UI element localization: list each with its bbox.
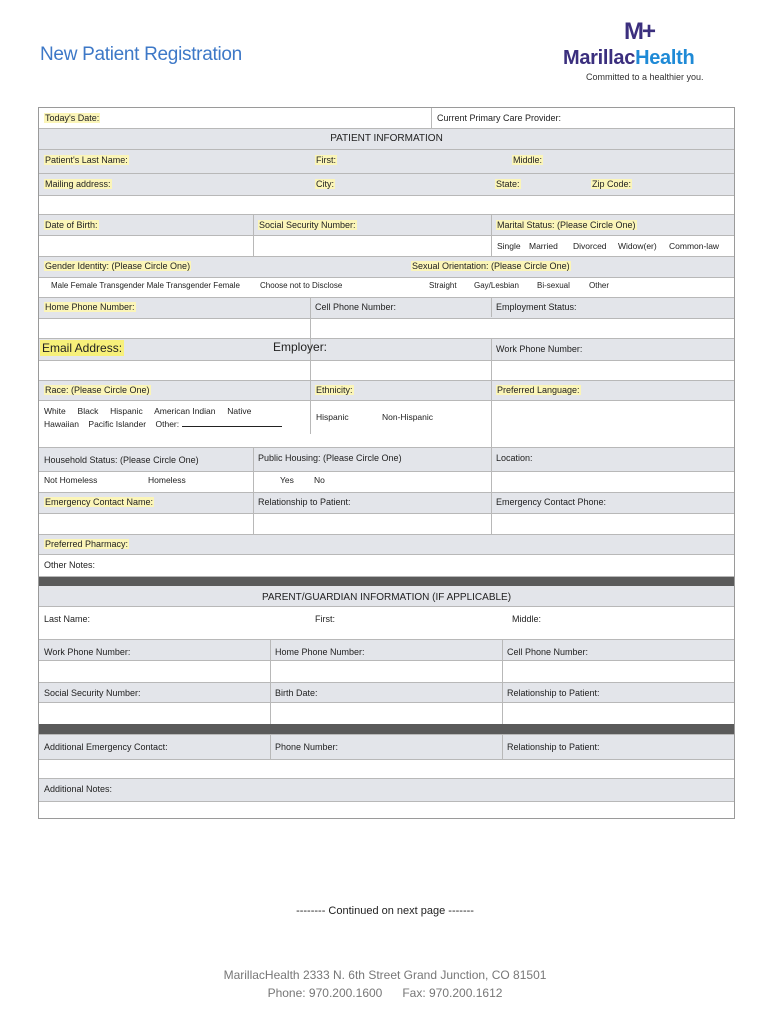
cell-phone-label: Cell Phone Number: <box>315 302 397 312</box>
household-option-not-homeless[interactable]: Not Homeless <box>44 475 98 485</box>
public-housing-label: Public Housing: (Please Circle One) <box>258 453 402 463</box>
marital-option[interactable]: Divorced <box>573 241 607 251</box>
orientation-option[interactable]: Bi-sexual <box>537 281 570 290</box>
other-race-blank[interactable] <box>182 419 282 427</box>
logo-mark: M+ <box>624 18 655 45</box>
orientation-option[interactable]: Straight <box>429 281 457 290</box>
footer-address: MarillacHealth 2333 N. 6th Street Grand Junction, CO 81501 <box>223 968 547 982</box>
guardian-last-name-label: Last Name: <box>44 614 91 624</box>
marillac-health-logo <box>560 18 740 84</box>
home-phone-label: Home Phone Number: <box>45 302 135 312</box>
gender-identity-label: Gender Identity: (Please Circle One) <box>45 261 191 271</box>
middle-name-label: Middle: <box>513 155 543 165</box>
employer-label: Employer: <box>273 340 328 354</box>
gender-options[interactable]: Male Female Transgender Male Transgender Female <box>51 281 240 290</box>
patient-info-header: PATIENT INFORMATION <box>330 133 443 144</box>
city-label: City: <box>316 179 334 189</box>
guardian-cell-phone-label: Cell Phone Number: <box>507 647 589 657</box>
logo-tagline: Committed to a healthier you. <box>586 72 704 82</box>
marital-option[interactable]: Married <box>529 241 558 251</box>
continued-notice: -------- Continued on next page ------- <box>296 905 474 917</box>
ethnicity-label: Ethnicity: <box>316 385 353 395</box>
orientation-option[interactable]: Gay/Lesbian <box>474 281 519 290</box>
ethnicity-option-hispanic[interactable]: Hispanic <box>316 412 349 422</box>
preferred-language-label: Preferred Language: <box>497 385 580 395</box>
relationship-label: Relationship to Patient: <box>258 497 351 507</box>
emergency-contact-phone-label: Emergency Contact Phone: <box>496 497 607 507</box>
sexual-orientation-label: Sexual Orientation: (Please Circle One) <box>412 261 570 271</box>
orientation-option[interactable]: Other <box>589 281 610 290</box>
location-label: Location: <box>496 453 533 463</box>
guardian-work-phone-label: Work Phone Number: <box>44 647 131 657</box>
gender-option-undisclosed[interactable]: Choose not to Disclose <box>260 281 343 290</box>
pcp-label: Current Primary Care Provider: <box>437 113 562 123</box>
footer-phone: Phone: 970.200.1600 Fax: 970.200.1612 <box>267 986 503 1000</box>
first-name-label: First: <box>316 155 336 165</box>
race-options-line2[interactable]: Hawaiian Pacific Islander Other: <box>44 419 282 429</box>
guardian-birth-date-label: Birth Date: <box>275 688 318 698</box>
additional-contact-label: Additional Emergency Contact: <box>44 742 168 752</box>
other-notes-label: Other Notes: <box>44 560 96 570</box>
additional-phone-label: Phone Number: <box>275 742 339 752</box>
last-name-label: Patient's Last Name: <box>45 155 128 165</box>
guardian-relationship-label: Relationship to Patient: <box>507 688 600 698</box>
section-divider <box>39 724 734 734</box>
registration-form <box>38 107 735 819</box>
page-title: New Patient Registration <box>40 44 242 65</box>
zip-label: Zip Code: <box>592 179 632 189</box>
household-status-label: Household Status: (Please Circle One) <box>44 455 199 465</box>
preferred-pharmacy-label: Preferred Pharmacy: <box>45 539 129 549</box>
guardian-ssn-label: Social Security Number: <box>44 688 141 698</box>
race-options-line1[interactable]: White Black Hispanic American Indian Native <box>44 406 252 416</box>
additional-relationship-label: Relationship to Patient: <box>507 742 600 752</box>
guardian-first-name-label: First: <box>315 614 335 624</box>
marital-option[interactable]: Widow(er) <box>618 241 657 251</box>
ethnicity-option-non-hispanic[interactable]: Non-Hispanic <box>382 412 434 422</box>
work-phone-label: Work Phone Number: <box>496 344 583 354</box>
logo-name: MarillacHealth <box>563 47 695 69</box>
state-label: State: <box>496 179 520 189</box>
employment-status-label: Employment Status: <box>496 302 577 312</box>
email-address-label: Email Address: <box>42 341 123 355</box>
guardian-middle-name-label: Middle: <box>512 614 542 624</box>
ssn-label: Social Security Number: <box>259 220 356 230</box>
emergency-contact-name-label: Emergency Contact Name: <box>45 497 154 507</box>
section-divider <box>39 576 734 586</box>
dob-label: Date of Birth: <box>45 220 98 230</box>
marital-option[interactable]: Common-law <box>669 241 720 251</box>
household-option-homeless[interactable]: Homeless <box>148 475 186 485</box>
additional-notes-label: Additional Notes: <box>44 784 113 794</box>
public-housing-no[interactable]: No <box>314 475 325 485</box>
guardian-home-phone-label: Home Phone Number: <box>275 647 365 657</box>
race-label: Race: (Please Circle One) <box>45 385 150 395</box>
marital-option[interactable]: Single <box>497 241 521 251</box>
marital-status-label: Marital Status: (Please Circle One) <box>497 220 636 230</box>
public-housing-yes[interactable]: Yes <box>280 475 294 485</box>
mailing-address-label: Mailing address: <box>45 179 111 189</box>
guardian-info-header: PARENT/GUARDIAN INFORMATION (IF APPLICABLE) <box>261 592 512 603</box>
todays-date-label: Today's Date: <box>45 113 100 123</box>
